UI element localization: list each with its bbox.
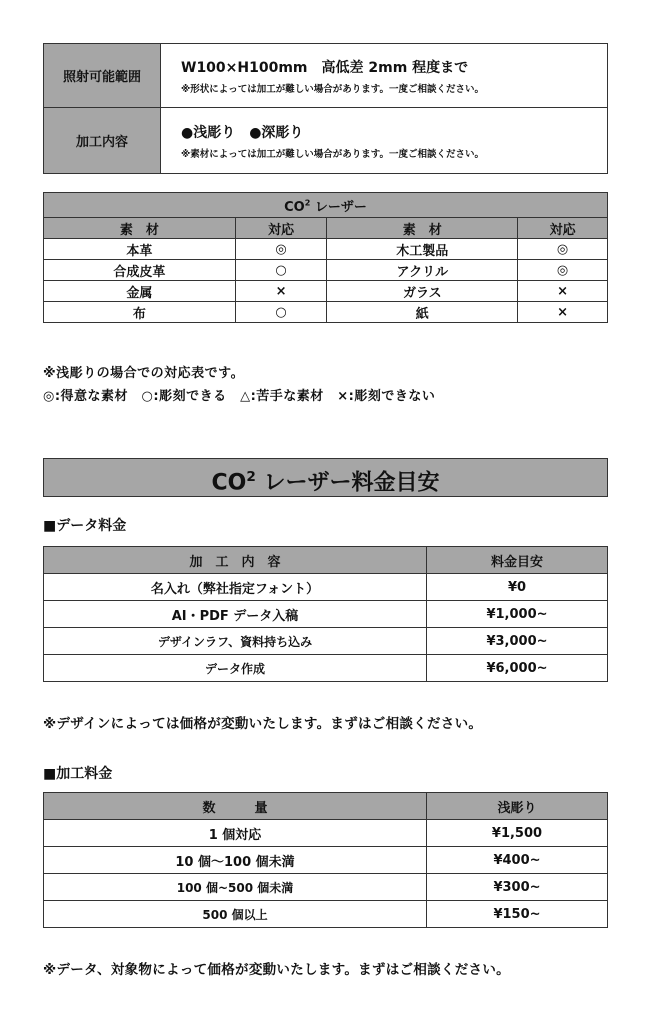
price-cell: ¥3,000~ [427, 628, 608, 655]
table-row [44, 574, 608, 601]
data-fee-table [43, 546, 608, 682]
col-support-header: 対応 [518, 218, 608, 239]
support-cell: ○ [235, 260, 327, 281]
data-fee-header-row [44, 547, 608, 574]
price-cell: ¥1,500 [427, 820, 608, 847]
price-section-title: $CO^2$ レーザー料金目安 [43, 458, 608, 497]
table-row [44, 601, 608, 628]
legend-symbols: ◎:得意な素材 ○:彫刻できる △:苦手な素材 ×:彫刻できない [43, 389, 436, 404]
price-cell: ¥300~ [427, 874, 608, 901]
price-cell: ¥400~ [427, 847, 608, 874]
legend-note: ※浅彫りの場合での対応表です。 [43, 366, 245, 381]
spec-row-content [44, 108, 608, 174]
col-material-header: 素 材 [327, 218, 518, 239]
process-cell: デザインラフ、資料持ち込み [44, 628, 427, 655]
process-fee-table [43, 792, 608, 928]
data-fee-note: ※デザインによっては価格が変動いたします。まずはご相談ください。 [43, 716, 483, 732]
table-row [44, 847, 608, 874]
support-cell: ◎ [518, 260, 608, 281]
material-cell: 紙 [327, 302, 518, 323]
range-note: ※形状によっては加工が難しい場合があります。一度ご相談ください。 [181, 83, 484, 95]
spec-row-range [44, 44, 608, 108]
quantity-cell: 100 個~500 個未満 [44, 874, 427, 901]
table-row [44, 820, 608, 847]
material-table-title: $CO^2$ レーザー [44, 193, 608, 218]
data-fee-heading: ■データ料金 [43, 518, 127, 534]
quantity-cell: 10 個～100 個未満 [44, 847, 427, 874]
process-fee-heading: ■加工料金 [43, 766, 113, 782]
support-cell: × [518, 302, 608, 323]
process-cell: AI・PDF データ入稿 [44, 601, 427, 628]
material-cell: 木工製品 [327, 239, 518, 260]
col-material-header: 素 材 [44, 218, 236, 239]
support-cell: ○ [235, 302, 327, 323]
price-cell: ¥0 [427, 574, 608, 601]
process-cell: 名入れ（弊社指定フォント） [44, 574, 427, 601]
material-cell: 布 [44, 302, 236, 323]
process-fee-note: ※データ、対象物によって価格が変動いたします。まずはご相談ください。 [43, 962, 510, 978]
support-cell: ◎ [235, 239, 327, 260]
material-cell: ガラス [327, 281, 518, 302]
quantity-cell: 500 個以上 [44, 901, 427, 928]
price-cell: ¥6,000~ [427, 655, 608, 682]
price-cell: ¥1,000~ [427, 601, 608, 628]
support-cell: × [235, 281, 327, 302]
material-table [43, 192, 608, 323]
support-cell: × [518, 281, 608, 302]
table-row [44, 281, 608, 302]
col-process-header: 加 工 内 容 [44, 547, 427, 574]
content-main: ●浅彫り ●深彫り [181, 124, 304, 141]
table-row [44, 628, 608, 655]
material-cell: 金属 [44, 281, 236, 302]
material-table-title-row [44, 193, 608, 218]
spec-table [43, 43, 608, 174]
table-row [44, 302, 608, 323]
range-main: W100×H100mm 高低差 2mm 程度まで [181, 59, 469, 76]
col-shallow-header: 浅彫り [427, 793, 608, 820]
support-cell: ◎ [518, 239, 608, 260]
col-price-header: 料金目安 [427, 547, 608, 574]
material-cell: アクリル [327, 260, 518, 281]
content-label: 加工内容 [44, 108, 161, 174]
table-row [44, 239, 608, 260]
range-value [161, 44, 608, 108]
table-row [44, 260, 608, 281]
content-value [161, 108, 608, 174]
col-support-header: 対応 [235, 218, 327, 239]
range-label: 照射可能範囲 [44, 44, 161, 108]
material-cell: 合成皮革 [44, 260, 236, 281]
content-note: ※素材によっては加工が難しい場合があります。一度ご相談ください。 [181, 148, 484, 160]
material-cell: 本革 [44, 239, 236, 260]
price-cell: ¥150~ [427, 901, 608, 928]
process-fee-header-row [44, 793, 608, 820]
material-header-row [44, 218, 608, 239]
col-quantity-header: 数 量 [44, 793, 427, 820]
table-row [44, 874, 608, 901]
table-row [44, 901, 608, 928]
table-row [44, 655, 608, 682]
quantity-cell: 1 個対応 [44, 820, 427, 847]
process-cell: データ作成 [44, 655, 427, 682]
